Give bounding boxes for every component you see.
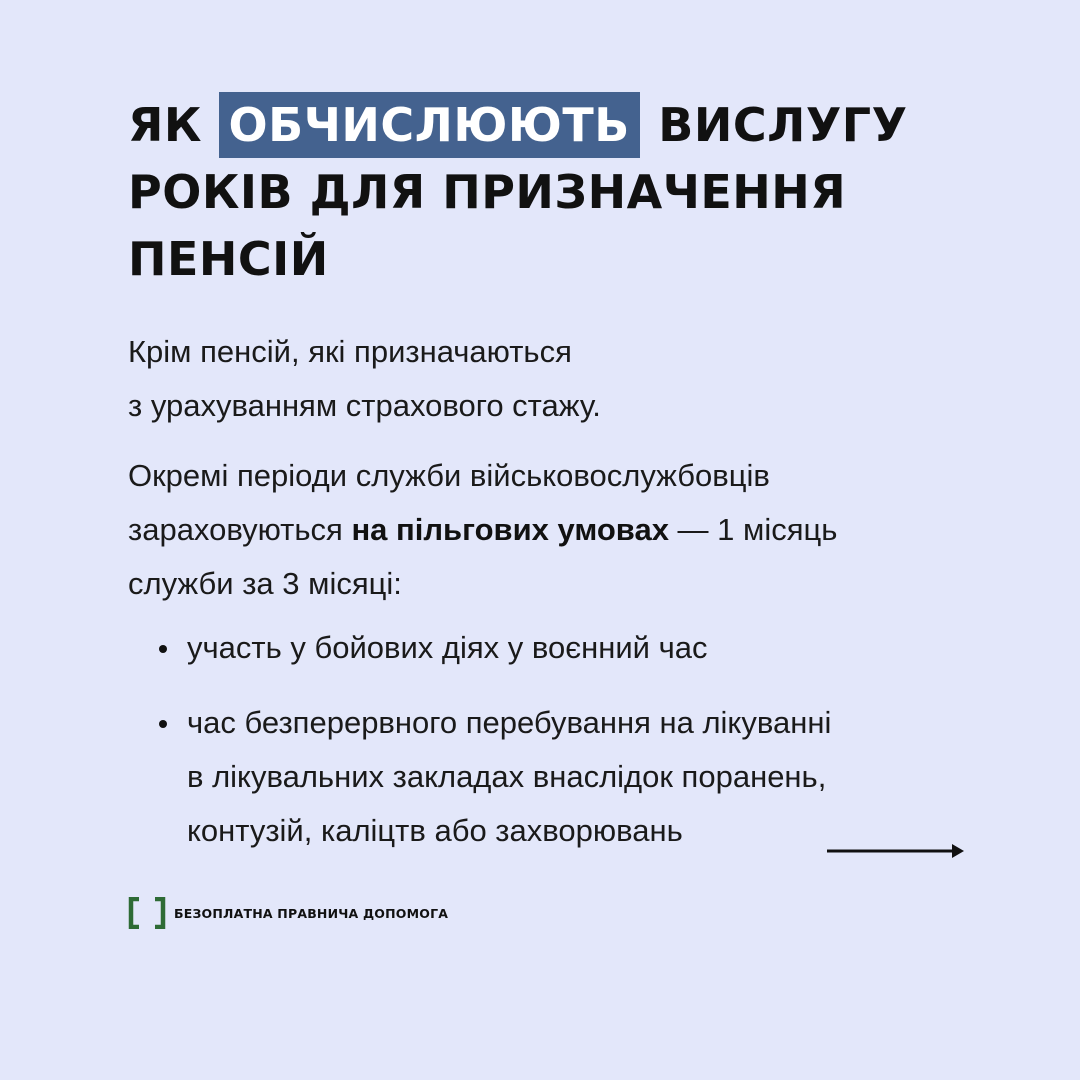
body-text-after: — 1 місяць: [668, 512, 838, 547]
logo-text: БЕЗОПЛАТНА ПРАВНИЧА ДОПОМОГА: [174, 905, 449, 921]
page-title: [128, 92, 988, 293]
body-paragraph: [128, 449, 988, 611]
list-item-line: участь у бойових діях у воєнний час: [187, 630, 708, 665]
bullet-dot-icon: [159, 720, 167, 728]
intro-paragraph: [128, 325, 988, 433]
list-item: [128, 621, 1008, 675]
body-emphasis: на пільгових умовах: [351, 512, 669, 547]
organization-logo: [128, 897, 448, 929]
list-item-line: в лікувальних закладах внаслідок поранень,: [187, 759, 827, 794]
bracket-logo-icon: [128, 897, 168, 929]
bullet-dot-icon: [159, 645, 167, 653]
title-line-3: ПЕНСІЙ: [128, 232, 329, 286]
intro-line-2: з урахуванням страхового стажу.: [128, 388, 601, 423]
title-word-3: ВИСЛУГУ: [658, 98, 908, 152]
body-line-3: служби за 3 місяці:: [128, 566, 402, 601]
body-line-2: [128, 503, 988, 557]
title-word-1: ЯК: [128, 98, 203, 152]
title-line-1: [128, 92, 988, 159]
title-highlight: ОБЧИСЛЮЮТЬ: [219, 92, 640, 158]
list-item-line: контузій, каліцтв або захворювань: [187, 813, 683, 848]
title-line-2: РОКІВ ДЛЯ ПРИЗНАЧЕННЯ: [128, 165, 847, 219]
body-text-before: зараховуються: [128, 512, 352, 547]
list-item-line: час безперервного перебування на лікуванні: [187, 705, 832, 740]
intro-line-1: Крім пенсій, які призначаються: [128, 334, 572, 369]
body-line-1: Окремі періоди служби військовослужбовців: [128, 458, 770, 493]
list-item: [128, 696, 1008, 858]
arrow-right-icon[interactable]: [826, 841, 966, 861]
